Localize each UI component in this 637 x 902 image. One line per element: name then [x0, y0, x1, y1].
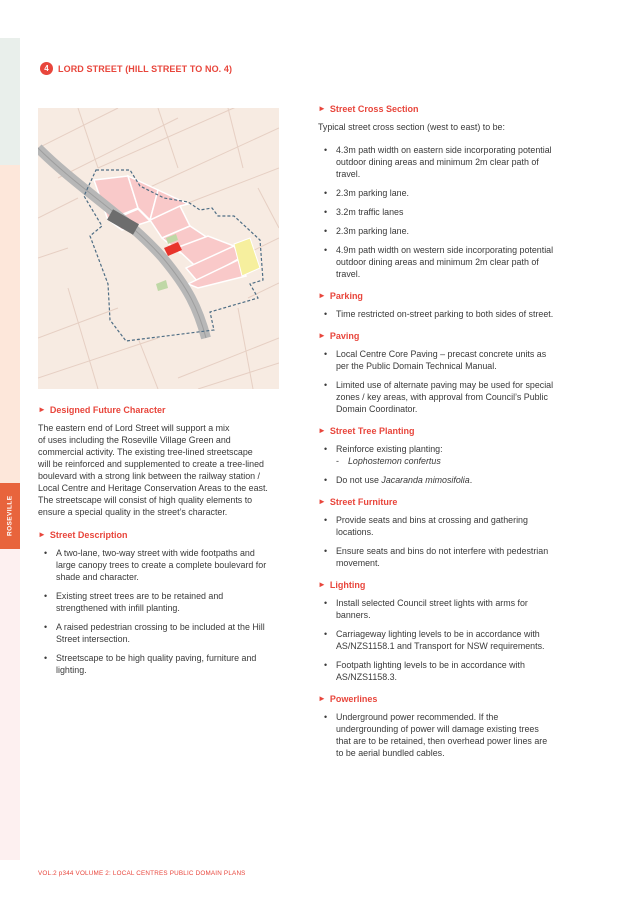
text-line: per the Public Domain Technical Manual.	[336, 361, 497, 371]
text-line: Carriageway lighting levels to be in accordance with	[336, 629, 540, 639]
cross-section-title: Street Cross Section	[329, 104, 419, 114]
list-item	[318, 187, 583, 199]
bullet-icon: •	[324, 546, 328, 556]
text-line: zones / key areas, with approval from Council’s Public	[336, 392, 548, 402]
lighting-heading	[318, 579, 583, 591]
future-character-title: Designed Future Character	[49, 405, 166, 415]
text-line: Street intersection.	[56, 634, 130, 644]
list-item	[318, 144, 583, 180]
side-strip-top	[0, 38, 20, 165]
cross-section-list	[318, 144, 583, 280]
paving-title: Paving	[329, 331, 360, 341]
text-line: Local Centre and Heritage Conservation Areas to the east.	[38, 483, 268, 493]
text-line: Ensure seats and bins do not interfere with pedestrian	[336, 546, 549, 556]
text-line: Local Centre Core Paving – precast concrete units as	[336, 349, 547, 359]
side-strip-label: ROSEVILLE	[6, 495, 14, 537]
arrow-right-icon: ►	[318, 426, 326, 435]
text-line	[336, 474, 583, 486]
text-line: 2.3m parking lane.	[336, 188, 410, 198]
text-line: Footpath lighting levels to be in accordance with	[336, 660, 525, 670]
list-item	[38, 590, 293, 614]
list-item	[318, 628, 583, 652]
section-header	[40, 62, 232, 75]
bullet-icon: •	[324, 188, 328, 198]
bullet-icon: •	[324, 245, 328, 255]
text-line: The eastern end of Lord Street will support a mix	[38, 423, 230, 433]
paving-heading	[318, 330, 583, 342]
bullet-icon: •	[324, 145, 328, 155]
text-line: locations.	[336, 527, 374, 537]
street-description-heading	[38, 529, 293, 541]
text-line: Limited use of alternate paving may be used for special	[336, 380, 554, 390]
bullet-icon: •	[324, 380, 328, 390]
text-line: Domain Coordinator.	[336, 404, 418, 414]
list-item	[318, 514, 583, 538]
text-line: AS/NZS1158.3.	[336, 672, 398, 682]
future-character-heading	[38, 404, 293, 416]
bullet-icon: •	[324, 712, 328, 722]
tree-planting-heading	[318, 425, 583, 437]
text-line: 2.3m parking lane.	[336, 226, 410, 236]
text-line: 4.3m path width on eastern side incorporating potential	[336, 145, 552, 155]
text-line: banners.	[336, 610, 371, 620]
furniture-heading	[318, 496, 583, 508]
text-line: Install selected Council street lights with arms for	[336, 598, 528, 608]
text-line: Underground power recommended. If the	[336, 712, 499, 722]
bullet-icon: •	[44, 622, 48, 632]
list-item	[318, 308, 583, 320]
text-line: 4.9m path width on western side incorporating potential	[336, 245, 554, 255]
species-name: Jacaranda mimosifolia	[381, 475, 470, 485]
arrow-right-icon: ►	[318, 331, 326, 340]
right-column	[318, 103, 583, 769]
list-item	[318, 659, 583, 683]
text-line: Existing street trees are to be retained and	[56, 591, 224, 601]
bullet-icon: •	[44, 548, 48, 558]
list-item	[38, 547, 293, 583]
text-line: to be aerial bundled cables.	[336, 748, 445, 758]
text-line: 3.2m traffic lanes	[336, 207, 404, 217]
list-item	[318, 443, 583, 467]
text-line: Reinforce existing planting:	[336, 444, 443, 454]
arrow-right-icon: ►	[38, 530, 46, 539]
arrow-right-icon: ►	[318, 497, 326, 506]
text-fragment: Do not use	[336, 475, 382, 485]
dash-marker: -	[336, 456, 339, 466]
list-item	[318, 545, 583, 569]
side-strip-bottom	[0, 549, 20, 860]
list-item	[38, 652, 293, 676]
furniture-title: Street Furniture	[329, 497, 398, 507]
text-line: The streetscape will consist of high quality elements to	[38, 495, 253, 505]
location-map	[38, 108, 279, 389]
text-line: will be reinforced and supplemented to create a tree-lined	[38, 459, 264, 469]
bullet-icon: •	[324, 515, 328, 525]
powerlines-title: Powerlines	[329, 694, 378, 704]
section-title: LORD STREET (HILL STREET TO NO. 4)	[58, 63, 233, 74]
bullet-icon: •	[44, 653, 48, 663]
parking-heading	[318, 290, 583, 302]
text-line: AS/NZS1158.1 and Transport for NSW requirements.	[336, 641, 545, 651]
furniture-list	[318, 514, 583, 569]
bullet-icon: •	[324, 444, 328, 454]
text-line: ensure a special quality in the street’s character.	[38, 507, 228, 517]
text-line: strengthened with infill planting.	[56, 603, 180, 613]
text-line: of uses including the Roseville Village Green and	[38, 435, 231, 445]
species-name: Lophostemon confertus	[348, 456, 441, 466]
list-item	[318, 597, 583, 621]
list-item	[318, 348, 583, 372]
arrow-right-icon: ►	[318, 694, 326, 703]
text-line: undergrounding of power will damage existing trees	[336, 724, 539, 734]
list-item	[318, 244, 583, 280]
side-strip-peach	[0, 165, 20, 483]
lighting-title: Lighting	[329, 580, 366, 590]
text-line: boulevard with a strong link between the railway station /	[38, 471, 260, 481]
text-line: lighting.	[56, 665, 87, 675]
text-line: shade and character.	[56, 572, 139, 582]
street-description-list	[38, 547, 293, 676]
bullet-icon: •	[324, 349, 328, 359]
parking-title: Parking	[329, 291, 363, 301]
text-line: Provide seats and bins at crossing and gathering	[336, 515, 528, 525]
text-line: A raised pedestrian crossing to be included at the Hill	[56, 622, 265, 632]
powerlines-heading	[318, 693, 583, 705]
list-item	[38, 621, 293, 645]
bullet-icon: •	[324, 226, 328, 236]
location-map-graphic	[38, 108, 279, 389]
text-fragment: .	[469, 475, 473, 485]
text-line: Time restricted on-street parking to both sides of street.	[336, 309, 554, 319]
bullet-icon: •	[324, 598, 328, 608]
text-line: Streetscape to be high quality paving, furniture and	[56, 653, 257, 663]
text-line: travel.	[336, 269, 361, 279]
text-line: that are to be retained, then overhead power lines are	[336, 736, 548, 746]
text-line: large canopy trees to create a complete boulevard for	[56, 560, 267, 570]
list-item	[318, 711, 583, 759]
arrow-right-icon: ►	[38, 405, 46, 414]
list-item	[318, 206, 583, 218]
list-item	[318, 474, 583, 486]
tree-planting-list	[318, 443, 583, 486]
tree-planting-title: Street Tree Planting	[329, 426, 415, 436]
powerlines-list	[318, 711, 583, 759]
bullet-icon: •	[324, 475, 328, 485]
text-line: outdoor dining areas and minimum 2m clear path of	[336, 257, 539, 267]
section-number-badge: 4	[40, 62, 53, 75]
bullet-icon: •	[324, 309, 328, 319]
text-line: A two-lane, two-way street with wide footpaths and	[56, 548, 255, 558]
text-line: travel.	[336, 169, 361, 179]
bullet-icon: •	[44, 591, 48, 601]
text-line: outdoor dining areas and minimum 2m clear path of	[336, 157, 539, 167]
sub-item	[336, 455, 583, 467]
text-line: commercial activity. The existing tree-lined streetscape	[38, 447, 253, 457]
bullet-icon: •	[324, 660, 328, 670]
street-description-title: Street Description	[49, 530, 128, 540]
arrow-right-icon: ►	[318, 291, 326, 300]
list-item	[318, 379, 583, 415]
left-column	[38, 404, 293, 686]
parking-list	[318, 308, 583, 320]
page-footer: VOL.2 p344 VOLUME 2: LOCAL CENTRES PUBLIC DOMAIN PLANS	[38, 870, 246, 877]
arrow-right-icon: ►	[318, 104, 326, 113]
cross-section-heading	[318, 103, 583, 115]
bullet-icon: •	[324, 207, 328, 217]
list-item	[318, 225, 583, 237]
text-line: movement.	[336, 558, 380, 568]
lighting-list	[318, 597, 583, 683]
paving-list	[318, 348, 583, 415]
cross-section-intro: Typical street cross section (west to east) to be:	[318, 122, 505, 132]
bullet-icon: •	[324, 629, 328, 639]
arrow-right-icon: ►	[318, 580, 326, 589]
future-character-text	[38, 422, 293, 518]
